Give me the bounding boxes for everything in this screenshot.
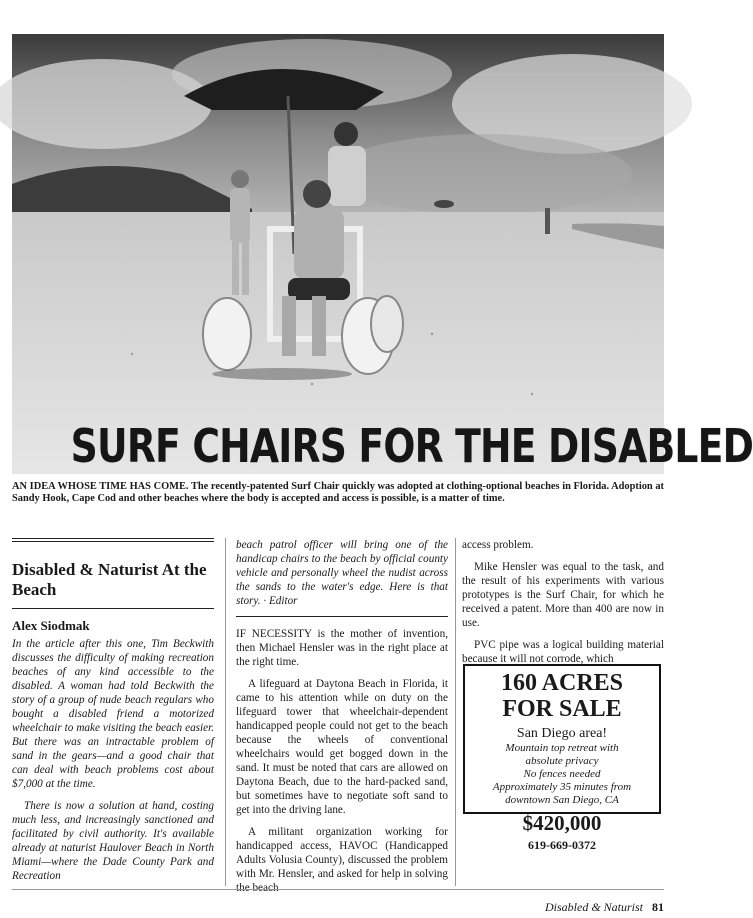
ad-detail: Approximately 35 minutes from <box>492 781 632 793</box>
ad-phone: 619-669-0372 <box>528 838 596 852</box>
author-byline: Alex Siodmak <box>12 618 90 633</box>
body-paragraph: Mike Hensler was equal to the task, and the result of his experiments with various prototypes is the Surf Chair, for which he received a patent. More than 400 are now in use. <box>462 561 664 629</box>
column-3 <box>462 538 664 674</box>
intro-paragraph: beach patrol officer will bring one of the handicap chairs to the beach by official county vehicle and personally wheel the nudist across the sands to the water's edge. Here is that story. · Editor <box>236 539 448 607</box>
ad-detail: Mountain top retreat with <box>505 742 619 754</box>
double-rule <box>12 538 214 542</box>
ad-headline: FOR SALE <box>502 696 622 722</box>
headline: SURF CHAIRS FOR THE DISABLED <box>70 419 753 473</box>
ad-detail: No fences needed <box>523 768 601 780</box>
ad-headline: 160 ACRES <box>500 670 624 696</box>
photo-illustration <box>12 34 753 474</box>
real-estate-ad <box>463 664 661 852</box>
page-footer <box>545 900 664 915</box>
beach-photo <box>12 34 753 474</box>
ad-detail: downtown San Diego, CA <box>505 794 619 806</box>
footer-rule <box>12 889 664 890</box>
column-2 <box>236 538 448 903</box>
ad-price: $420,000 <box>522 811 602 835</box>
body-paragraph: PVC pipe was a logical building material because it will not corrode, which <box>462 639 664 665</box>
ad-subheading: San Diego area! <box>516 726 608 741</box>
body-paragraph: A lifeguard at Daytona Beach in Florida, it came to his attention while on duty on the lifeguard tower that wheelchair-dependent handicapped people could not get to the beach because the wheels of conventional wheelchairs would get bogged down in the sand. It must be noted that cars are allowed on Daytona Beach, due to the hard-packed sand, but sometimes have to negotiate soft sand to get into the driving lane. <box>236 678 448 816</box>
rule <box>12 608 214 609</box>
photo-caption: AN IDEA WHOSE TIME HAS COME. The recently-patented Surf Chair quickly was adopted at clothing-optional beaches in Florida. Adoption at Sandy Hook, Cape Cod and other beaches where the body is accepted and access is possible, is a matter of time. <box>12 481 664 504</box>
body-paragraph: access problem. <box>462 539 534 551</box>
column-1 <box>12 538 214 891</box>
article-title: Disabled & Naturist At the Beach <box>12 560 207 599</box>
column-divider <box>455 538 456 886</box>
column-divider <box>225 538 226 886</box>
body-paragraph: A militant organization working for handicapped access, HAVOC (Handicapped Adults Volusia County), discussed the problem with Mr. Hensler, and asked for help in solving the beach <box>236 826 448 894</box>
body-paragraph: IF NECESSITY is the mother of invention, then Michael Hensler was in the right place at the right time. <box>236 628 448 668</box>
rule <box>236 616 448 617</box>
publication-name: Disabled & Naturist <box>544 900 643 914</box>
ad-detail: absolute privacy <box>525 755 599 767</box>
page-number: 81 <box>652 900 664 914</box>
intro-paragraph: In the article after this one, Tim Beckwith discusses the difficulty of making recreation beaches of any kind accessible to the disabled. A woman had told Beckwith the story of a group of nude beach regulars who bought a disabled friend a motorized wheelchair to make visiting the beach easier. But there was an intractable problem of sand in the gears—and a good chair that can deal with beach problems cost about $7,000 at the time. <box>12 638 214 790</box>
intro-paragraph: There is now a solution at hand, costing much less, and increasingly sanctioned and facilitated by civil authority. It's available already at naturist Haulover Beach in North Miami—where the Dade County Park and Recreation <box>12 800 214 882</box>
